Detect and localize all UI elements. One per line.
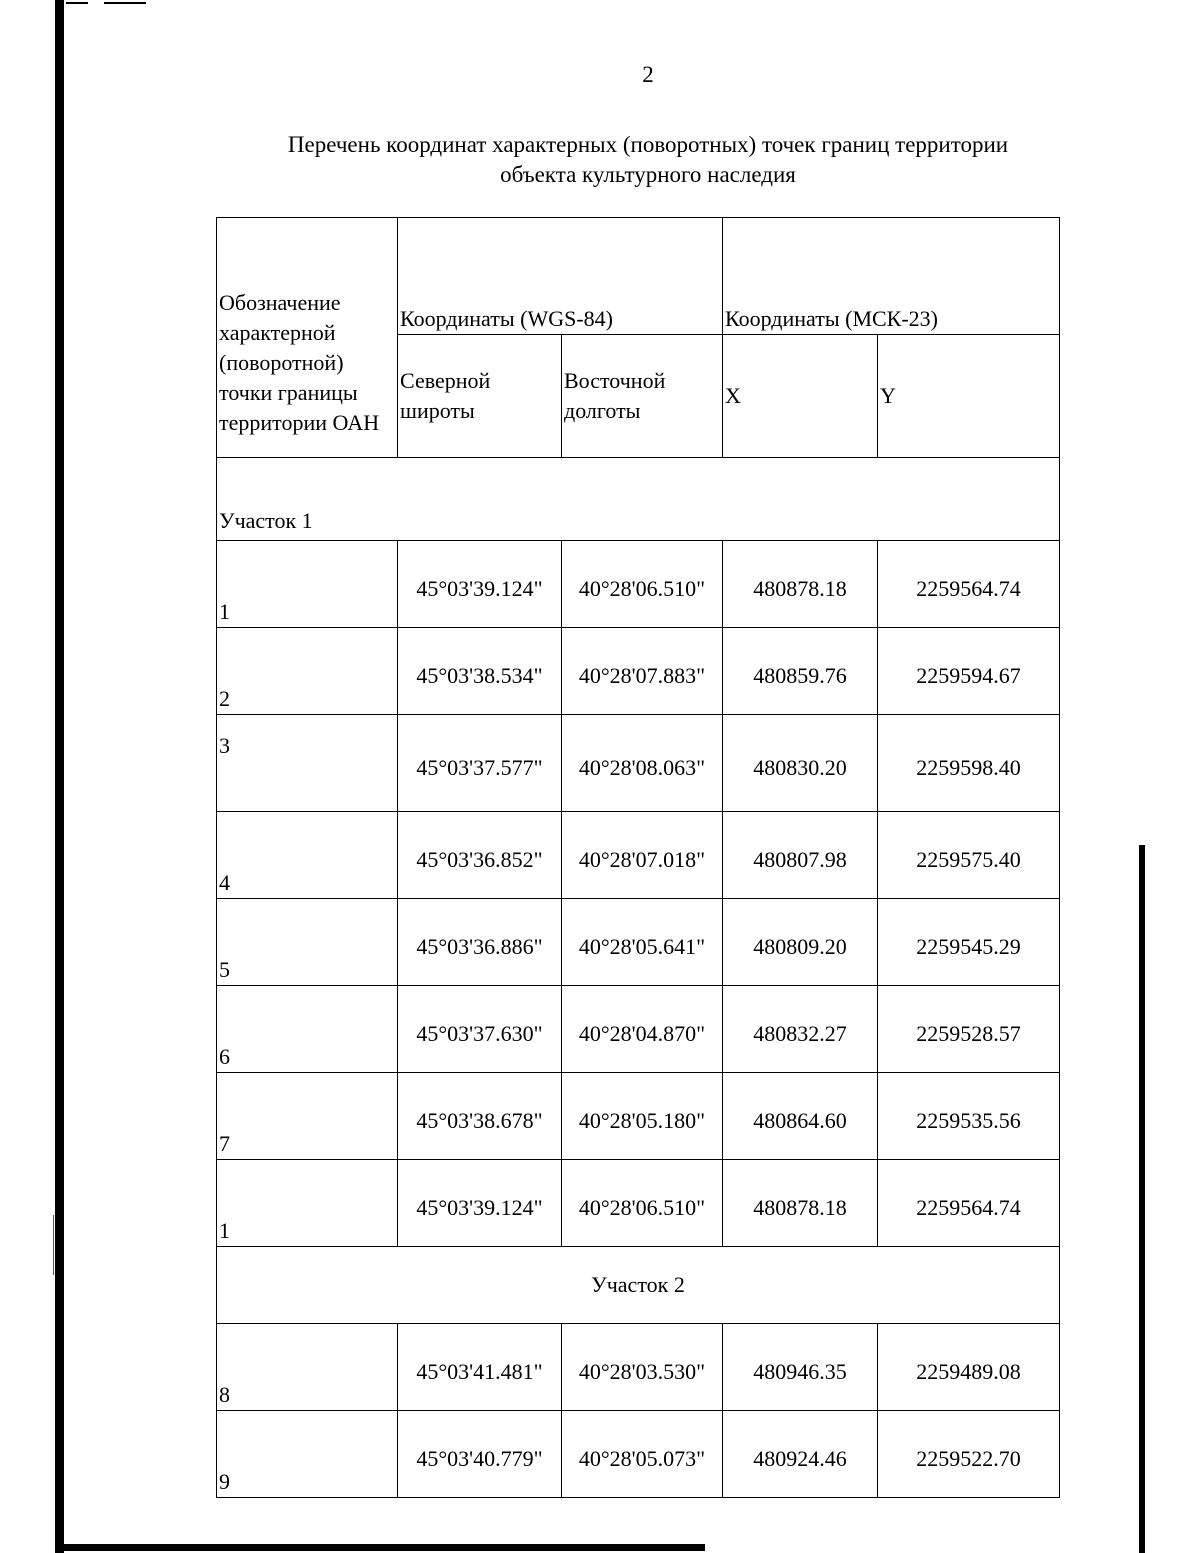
table-row xyxy=(217,1324,1060,1411)
scan-mark xyxy=(66,2,88,4)
title-line: объекта культурного наследия xyxy=(500,162,796,187)
north-latitude: 45°03'39.124" xyxy=(398,1160,562,1247)
header-east-longitude: Восточной долготы xyxy=(562,335,723,458)
point-number: 3 xyxy=(217,715,398,812)
header-row xyxy=(217,218,1060,335)
north-latitude: 45°03'36.852" xyxy=(398,812,562,899)
section-label: Участок 1 xyxy=(217,458,1060,541)
x-coordinate: 480832.27 xyxy=(723,986,878,1073)
north-latitude: 45°03'41.481" xyxy=(398,1324,562,1411)
header-x: X xyxy=(723,335,878,458)
header-designation: Обозначение характерной (поворотной) точки границы территории ОАН xyxy=(217,218,398,458)
y-coordinate: 2259594.67 xyxy=(878,628,1060,715)
y-coordinate: 2259545.29 xyxy=(878,899,1060,986)
east-longitude: 40°28'08.063" xyxy=(562,715,723,812)
y-coordinate: 2259575.40 xyxy=(878,812,1060,899)
east-longitude: 40°28'06.510" xyxy=(562,1160,723,1247)
north-latitude: 45°03'38.534" xyxy=(398,628,562,715)
coordinates-table xyxy=(216,217,1060,1498)
east-longitude: 40°28'05.180" xyxy=(562,1073,723,1160)
point-number: 7 xyxy=(217,1073,398,1160)
y-coordinate: 2259564.74 xyxy=(878,1160,1060,1247)
scan-edge-bottom xyxy=(55,1544,705,1551)
header-msk23: Координаты (МСК-23) xyxy=(723,218,1060,335)
title-line: Перечень координат характерных (поворотных) точек границ территории xyxy=(287,132,1009,157)
y-coordinate: 2259522.70 xyxy=(878,1411,1060,1498)
x-coordinate: 480924.46 xyxy=(723,1411,878,1498)
east-longitude: 40°28'05.641" xyxy=(562,899,723,986)
section-row xyxy=(217,458,1060,541)
x-coordinate: 480864.60 xyxy=(723,1073,878,1160)
x-coordinate: 480807.98 xyxy=(723,812,878,899)
document-title xyxy=(230,130,1066,190)
page-number: 2 xyxy=(642,62,654,87)
y-coordinate: 2259564.74 xyxy=(878,541,1060,628)
table-row xyxy=(217,1160,1060,1247)
section-row xyxy=(217,1247,1060,1324)
north-latitude: 45°03'40.779" xyxy=(398,1411,562,1498)
y-coordinate: 2259528.57 xyxy=(878,986,1060,1073)
section-label: Участок 2 xyxy=(217,1247,1060,1324)
north-latitude: 45°03'36.886" xyxy=(398,899,562,986)
header-north-latitude: Северной широты xyxy=(398,335,562,458)
table-row xyxy=(217,628,1060,715)
x-coordinate: 480859.76 xyxy=(723,628,878,715)
y-coordinate: 2259489.08 xyxy=(878,1324,1060,1411)
scan-mark xyxy=(53,1215,54,1275)
point-number: 8 xyxy=(217,1324,398,1411)
table-row xyxy=(217,812,1060,899)
east-longitude: 40°28'06.510" xyxy=(562,541,723,628)
header-wgs84: Координаты (WGS-84) xyxy=(398,218,723,335)
north-latitude: 45°03'37.630" xyxy=(398,986,562,1073)
north-latitude: 45°03'39.124" xyxy=(398,541,562,628)
east-longitude: 40°28'07.883" xyxy=(562,628,723,715)
table-row xyxy=(217,1073,1060,1160)
point-number: 1 xyxy=(217,1160,398,1247)
x-coordinate: 480878.18 xyxy=(723,541,878,628)
scan-edge-right xyxy=(1139,845,1145,1553)
point-number: 1 xyxy=(217,541,398,628)
header-y: Y xyxy=(878,335,1060,458)
north-latitude: 45°03'38.678" xyxy=(398,1073,562,1160)
scan-edge-left xyxy=(55,0,64,1553)
x-coordinate: 480830.20 xyxy=(723,715,878,812)
x-coordinate: 480878.18 xyxy=(723,1160,878,1247)
table-row xyxy=(217,899,1060,986)
table-row xyxy=(217,1411,1060,1498)
scan-mark xyxy=(104,2,146,4)
y-coordinate: 2259535.56 xyxy=(878,1073,1060,1160)
x-coordinate: 480946.35 xyxy=(723,1324,878,1411)
table-row xyxy=(217,715,1060,812)
table-row xyxy=(217,541,1060,628)
table-row xyxy=(217,986,1060,1073)
east-longitude: 40°28'03.530" xyxy=(562,1324,723,1411)
x-coordinate: 480809.20 xyxy=(723,899,878,986)
point-number: 4 xyxy=(217,812,398,899)
point-number: 6 xyxy=(217,986,398,1073)
point-number: 9 xyxy=(217,1411,398,1498)
y-coordinate: 2259598.40 xyxy=(878,715,1060,812)
point-number: 5 xyxy=(217,899,398,986)
point-number: 2 xyxy=(217,628,398,715)
north-latitude: 45°03'37.577" xyxy=(398,715,562,812)
east-longitude: 40°28'04.870" xyxy=(562,986,723,1073)
east-longitude: 40°28'05.073" xyxy=(562,1411,723,1498)
east-longitude: 40°28'07.018" xyxy=(562,812,723,899)
